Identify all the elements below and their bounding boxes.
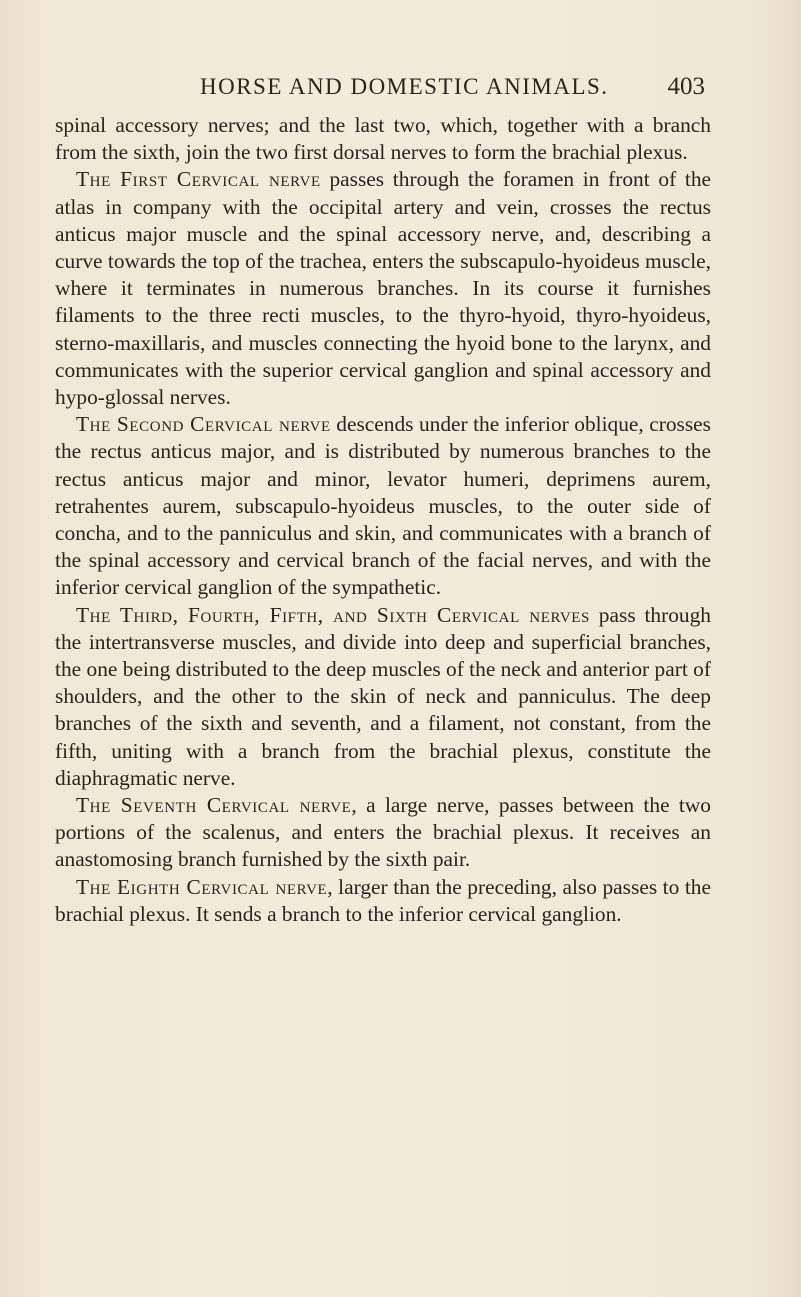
paragraph-first-cervical [55,166,711,411]
paragraph-body: spinal accessory nerves; and the last two, which, together with a branch from the sixth, join the two first dorsal nerves to form the brachial plexus. [55,113,711,165]
paragraph-body: , a large nerve, passes between the two portions of the scalenus, and enters the brachial plexus. It receives an anastomosing branch furnished by the sixth pair. [55,793,711,872]
paragraph-lead: The Eighth Cervical nerve [76,874,328,899]
paragraph-body: passes through the foramen in front of the atlas in company with the occipital artery and vein, crosses the rectus anticus major muscle and the spinal accessory nerve, and, describing a curve towards the top of the trachea, enters the subscapulo-hyoideus muscle, where it terminates in numerous branches. In its course it furnishes filaments to the three recti muscles, to the thyro-hyoid, thyro-hyoideus, sterno-maxillaris, and muscles connecting the hyoid bone to the larynx, and communicates with the superior cervical ganglion and spinal accessory and hypo-glossal nerves. [55,167,712,410]
running-title: HORSE AND DOMESTIC ANIMALS. [200,74,609,99]
paragraph-lead: The Third, Fourth, Fifth, and Sixth Cervical nerves [76,602,590,627]
paragraph-seventh-cervical [55,792,711,874]
page-number: 403 [667,73,705,100]
paragraph-lead: The Seventh Cervical nerve [76,793,352,818]
paragraph-body: pass through the intertransverse muscles, and divide into deep and superficial branches, the one being distributed to the deep muscles of the neck and anterior part of shoulders, and the other to the skin of neck and panniculus. The deep branches of the sixth and seventh, and a filament, not constant, from the fifth, uniting with a branch from the brachial plexus, constitute the diaphragmatic nerve. [55,602,711,790]
body-text [55,112,711,928]
paragraph-body: descends under the inferior oblique, crosses the rectus anticus major, and is distributed by numerous branches to the rectus anticus major and minor, levator humeri, deprimens aurem, retrahentes aurem, subscapulo-hyoideus muscles, to the outer side of concha, and to the panniculus and skin, and communicates with a branch of the spinal accessory and cervical branch of the facial nerves, and with the inferior cervical ganglion of the sympathetic. [55,412,711,600]
paragraph-continuation [55,112,711,166]
paragraph-eighth-cervical [55,874,711,928]
paragraph-third-to-sixth-cervical [55,602,711,792]
paragraph-second-cervical [55,411,711,601]
paragraph-body: , larger than the preceding, also passes to the brachial plexus. It sends a branch to the inferior cervical ganglion. [55,874,711,926]
paragraph-lead: The First Cervical nerve [76,167,321,192]
paragraph-lead: The Second Cervical nerve [76,412,331,437]
running-head [0,74,801,104]
